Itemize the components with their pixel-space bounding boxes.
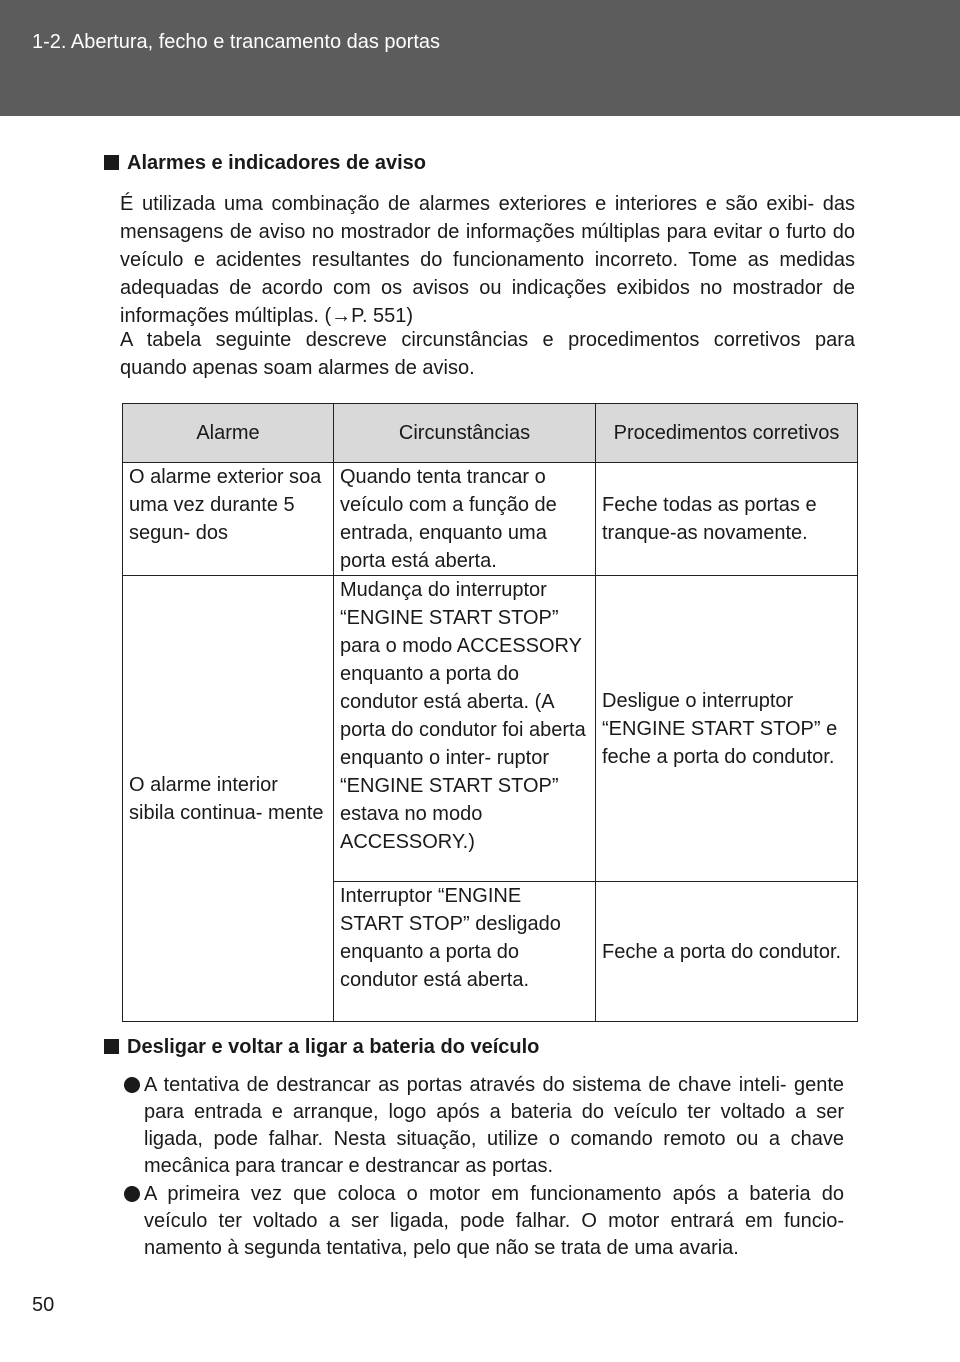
- table-row: [123, 576, 858, 882]
- alarm-table: [122, 403, 858, 1022]
- table-row: [123, 463, 858, 576]
- header-alarm: Alarme: [123, 404, 334, 463]
- section-heading-alarms: [104, 152, 426, 175]
- chapter-title: 1-2. Abertura, fecho e trancamento das portas: [32, 31, 441, 53]
- list-item-text: A tentativa de destrancar as portas através do sistema de chave inteli- gente para entrada e arranque, logo após a bateria do veículo ter voltado a ser ligada, pode falhar. Nesta situação, utilize o comando remoto ou a chave mecânica para trancar e destrancar as portas.: [144, 1074, 844, 1177]
- section-heading-battery: [104, 1036, 539, 1059]
- circle-bullet-icon: [124, 1077, 140, 1093]
- table-header-row: [123, 404, 858, 463]
- circumstance-cell: Interruptor “ENGINE START STOP” desligado enquanto a porta do condutor está aberta.: [334, 882, 596, 1022]
- page-header: [0, 0, 960, 116]
- alarm-cell: O alarme interior sibila continua- mente: [123, 576, 334, 1022]
- header-procedures: Procedimentos corretivos: [596, 404, 858, 463]
- alarm-cell: O alarme exterior soa uma vez durante 5 segun- dos: [123, 463, 334, 576]
- circle-bullet-icon: [124, 1186, 140, 1202]
- header-circumstances: Circunstâncias: [334, 404, 596, 463]
- section-heading-text: Desligar e voltar a ligar a bateria do veículo: [127, 1036, 540, 1058]
- circumstance-cell: Mudança do interruptor “ENGINE START STOP” para o modo ACCESSORY enquanto a porta do condutor está aberta. (A porta do condutor foi aberta enquanto o inter- ruptor “ENGINE START STOP” estava no modo ACCESSORY.): [334, 576, 596, 882]
- circumstance-cell: Quando tenta trancar o veículo com a função de entrada, enquanto uma porta está aberta.: [334, 463, 596, 576]
- square-bullet-icon: [104, 155, 119, 170]
- list-item: [124, 1072, 844, 1180]
- section-heading-text: Alarmes e indicadores de aviso: [127, 152, 427, 174]
- procedure-cell: Feche a porta do condutor.: [596, 882, 858, 1022]
- procedure-cell: Desligue o interruptor “ENGINE START STOP” e feche a porta do condutor.: [596, 576, 858, 882]
- procedure-cell: Feche todas as portas e tranque-as novamente.: [596, 463, 858, 576]
- intro-paragraph: É utilizada uma combinação de alarmes exteriores e interiores e são exibi- das mensagens de aviso no mostrador de informações múltiplas para evitar o furto do veículo e acidentes resultantes do funcionamento incorreto. Tome as medidas adequadas de acordo com os avisos ou indicações exibidos no mostrador de informações múltiplas. (→P. 551): [120, 193, 855, 327]
- page-number: 50: [32, 1294, 55, 1316]
- list-item-text: A primeira vez que coloca o motor em funcionamento após a bateria do veículo ter voltado a ser ligada, pode falhar. O motor entrará em funcio- namento à segunda tentativa, pelo que não se trata de uma avaria.: [144, 1183, 844, 1259]
- square-bullet-icon: [104, 1039, 119, 1054]
- list-item: [124, 1181, 844, 1262]
- table-intro-paragraph: A tabela seguinte descreve circunstâncias e procedimentos corretivos para quando apenas soam alarmes de aviso.: [120, 329, 855, 379]
